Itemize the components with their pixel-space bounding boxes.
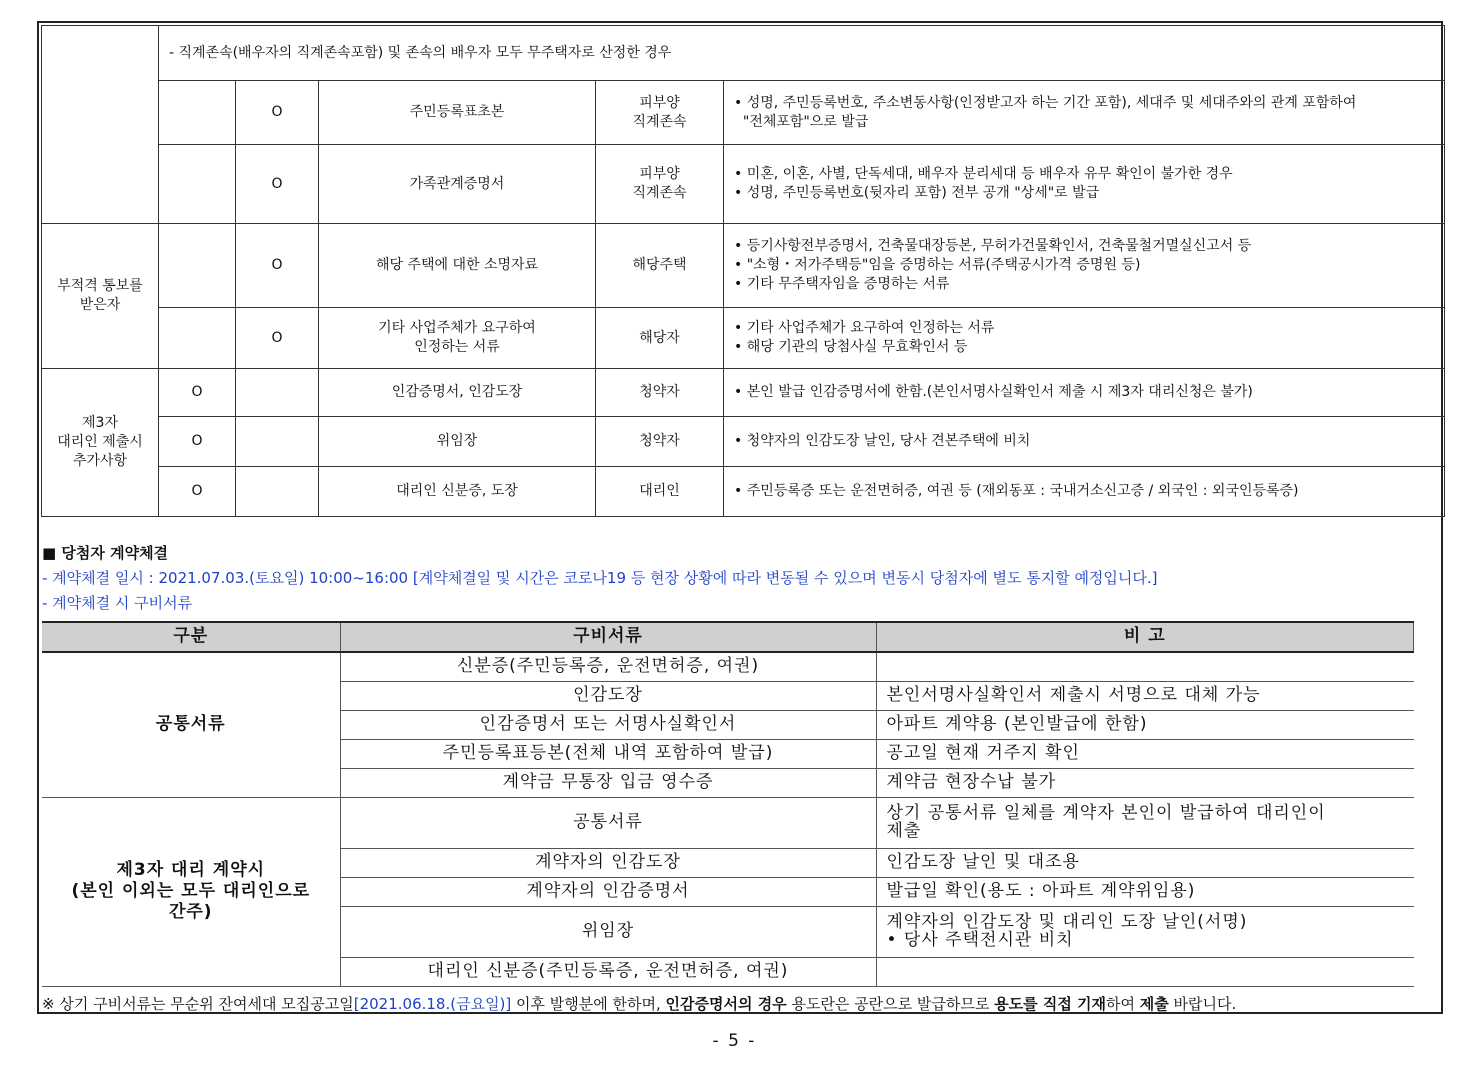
footnote-emphasis: 용도를 직접 기재	[994, 995, 1107, 1013]
document-name: 대리인 신분증(주민등록증, 운전면허증, 여권)	[340, 957, 876, 986]
contract-documents-table	[42, 621, 1414, 987]
section-title: ■ 당첨자 계약체결	[42, 544, 169, 562]
footnote-date: [2021.06.18.(금요일)]	[353, 995, 512, 1013]
note-line: • 해당 기관의 당첨사실 무효확인서 등	[734, 339, 968, 355]
note-line: • 주민등록증 또는 운전면허증, 여권 등 (재외동포 : 국내거소신고증 / 외국인 : 외국인등록증)	[734, 483, 1299, 500]
note-line: • 청약자의 인감도장 날인, 당사 견본주택에 비치	[734, 433, 1031, 450]
document-name: 주민등록표초본	[319, 81, 596, 145]
group-label: 제3자 대리인 제출시 추가사항	[42, 369, 159, 517]
check-cell	[159, 145, 236, 224]
remark: 공고일 현재 거주지 확인	[876, 739, 1414, 768]
contract-documents-line: - 계약체결 시 구비서류	[42, 594, 193, 612]
check-cell	[159, 224, 236, 308]
footnote-text: 하여	[1106, 995, 1140, 1013]
check-cell: O	[236, 145, 319, 224]
notes-cell	[724, 417, 1445, 467]
contract-schedule-line: - 계약체결 일시 : 2021.07.03.(토요일) 10:00~16:00 [계약체결일 및 시간은 코로나19 등 현장 상황에 따라 변동될 수 있으며 변동시 당첨자에 별도 통지할 예정입니다.]	[42, 569, 1158, 587]
check-cell	[236, 467, 319, 517]
document-name: 해당 주택에 대한 소명자료	[319, 224, 596, 308]
note-line: • 미혼, 이혼, 사별, 단독세대, 배우자 분리세대 등 배우자 유무 확인이 불가한 경우	[734, 166, 1233, 183]
column-header: 비 고	[876, 622, 1414, 652]
note-line: • 성명, 주민등록번호, 주소변동사항(인정받고자 하는 기간 포함), 세대주 및 세대주와의 관계 포함하여	[734, 94, 1357, 111]
remark: 아파트 계약용 (본인발급에 한함)	[876, 710, 1414, 739]
footnote-emphasis: 제출	[1139, 995, 1169, 1013]
remark	[876, 957, 1414, 986]
group-cell-empty	[42, 26, 159, 224]
target-cell: 해당주택	[596, 224, 724, 308]
notes-cell	[724, 467, 1445, 517]
notes-cell	[724, 224, 1445, 308]
document-name: 인감증명서 또는 서명사실확인서	[340, 710, 876, 739]
document-name: 주민등록표등본(전체 내역 포함하여 발급)	[340, 739, 876, 768]
notes-cell	[724, 308, 1445, 369]
table-intro-note: - 직계존속(배우자의 직계존속포함) 및 존속의 배우자 모두 무주택자로 산정한 경우	[159, 26, 1445, 81]
remark: 인감도장 날인 및 대조용	[876, 848, 1414, 877]
note-line: • 기타 사업주체가 요구하여 인정하는 서류	[734, 320, 995, 337]
document-name: 인감도장	[340, 681, 876, 710]
target-cell: 청약자	[596, 369, 724, 417]
remark: 계약자의 인감도장 및 대리인 도장 날인(서명) • 당사 주택전시관 비치	[876, 906, 1414, 957]
document-name: 계약자의 인감도장	[340, 848, 876, 877]
note-line: "전체포함"으로 발급	[734, 113, 869, 130]
check-cell: O	[159, 417, 236, 467]
check-cell: O	[236, 81, 319, 145]
check-cell	[236, 369, 319, 417]
document-name: 대리인 신분증, 도장	[319, 467, 596, 517]
footnote-text: ※ 상기 구비서류는 무순위 잔여세대 모집공고일	[42, 995, 354, 1013]
remark: 본인서명사실확인서 제출시 서명으로 대체 가능	[876, 681, 1414, 710]
remark: 발급일 확인(용도 : 아파트 계약위임용)	[876, 877, 1414, 906]
document-name: 위임장	[319, 417, 596, 467]
remark: 계약금 현장수납 불가	[876, 768, 1414, 797]
note-line: • "소형・저가주택등"임을 증명하는 서류(주택공시가격 증명원 등)	[734, 257, 1141, 274]
note-line: • 기타 무주택자임을 증명하는 서류	[734, 275, 950, 292]
check-cell: O	[159, 369, 236, 417]
page-number: - 5 -	[712, 1031, 757, 1051]
footnote	[42, 993, 1236, 1014]
document-name: 가족관계증명서	[319, 145, 596, 224]
check-cell	[159, 81, 236, 145]
document-name: 공통서류	[340, 797, 876, 848]
document-name: 기타 사업주체가 요구하여 인정하는 서류	[319, 308, 596, 369]
document-name: 인감증명서, 인감도장	[319, 369, 596, 417]
footnote-emphasis: 인감증명서의 경우	[665, 995, 787, 1013]
remark	[876, 652, 1414, 681]
target-cell: 대리인	[596, 467, 724, 517]
footnote-text: 바랍니다.	[1168, 995, 1237, 1013]
check-cell: O	[236, 224, 319, 308]
check-cell: O	[236, 308, 319, 369]
document-name: 신분증(주민등록증, 운전면허증, 여권)	[340, 652, 876, 681]
target-cell: 피부양 직계존속	[596, 145, 724, 224]
group-label: 제3자 대리 계약시 (본인 이외는 모두 대리인으로 간주)	[42, 797, 340, 986]
remark: 상기 공통서류 일체를 계약자 본인이 발급하여 대리인이 제출	[876, 797, 1414, 848]
target-cell: 청약자	[596, 417, 724, 467]
check-cell	[159, 308, 236, 369]
note-line: • 성명, 주민등록번호(뒷자리 포함) 전부 공개 "상세"로 발급	[734, 185, 1100, 201]
document-name: 계약자의 인감증명서	[340, 877, 876, 906]
note-line: • 등기사항전부증명서, 건축물대장등본, 무허가건물확인서, 건축물철거멸실신고서 등	[734, 238, 1252, 255]
group-label: 공통서류	[42, 652, 340, 797]
document-name: 계약금 무통장 입금 영수증	[340, 768, 876, 797]
notes-cell	[724, 145, 1445, 224]
note-line: • 본인 발급 인감증명서에 한함.(본인서명사실확인서 제출 시 제3자 대리신청은 불가)	[734, 384, 1253, 401]
column-header: 구분	[42, 622, 340, 652]
notes-cell	[724, 369, 1445, 417]
footnote-text: 용도란은 공란으로 발급하므로	[786, 995, 995, 1013]
group-label: 부적격 통보를 받은자	[42, 224, 159, 369]
target-cell: 해당자	[596, 308, 724, 369]
footnote-text: 이후 발행분에 한하며,	[511, 995, 666, 1013]
column-header: 구비서류	[340, 622, 876, 652]
document-name: 위임장	[340, 906, 876, 957]
check-cell	[236, 417, 319, 467]
target-cell: 피부양 직계존속	[596, 81, 724, 145]
check-cell: O	[159, 467, 236, 517]
notes-cell	[724, 81, 1445, 145]
required-documents-table	[41, 25, 1445, 517]
